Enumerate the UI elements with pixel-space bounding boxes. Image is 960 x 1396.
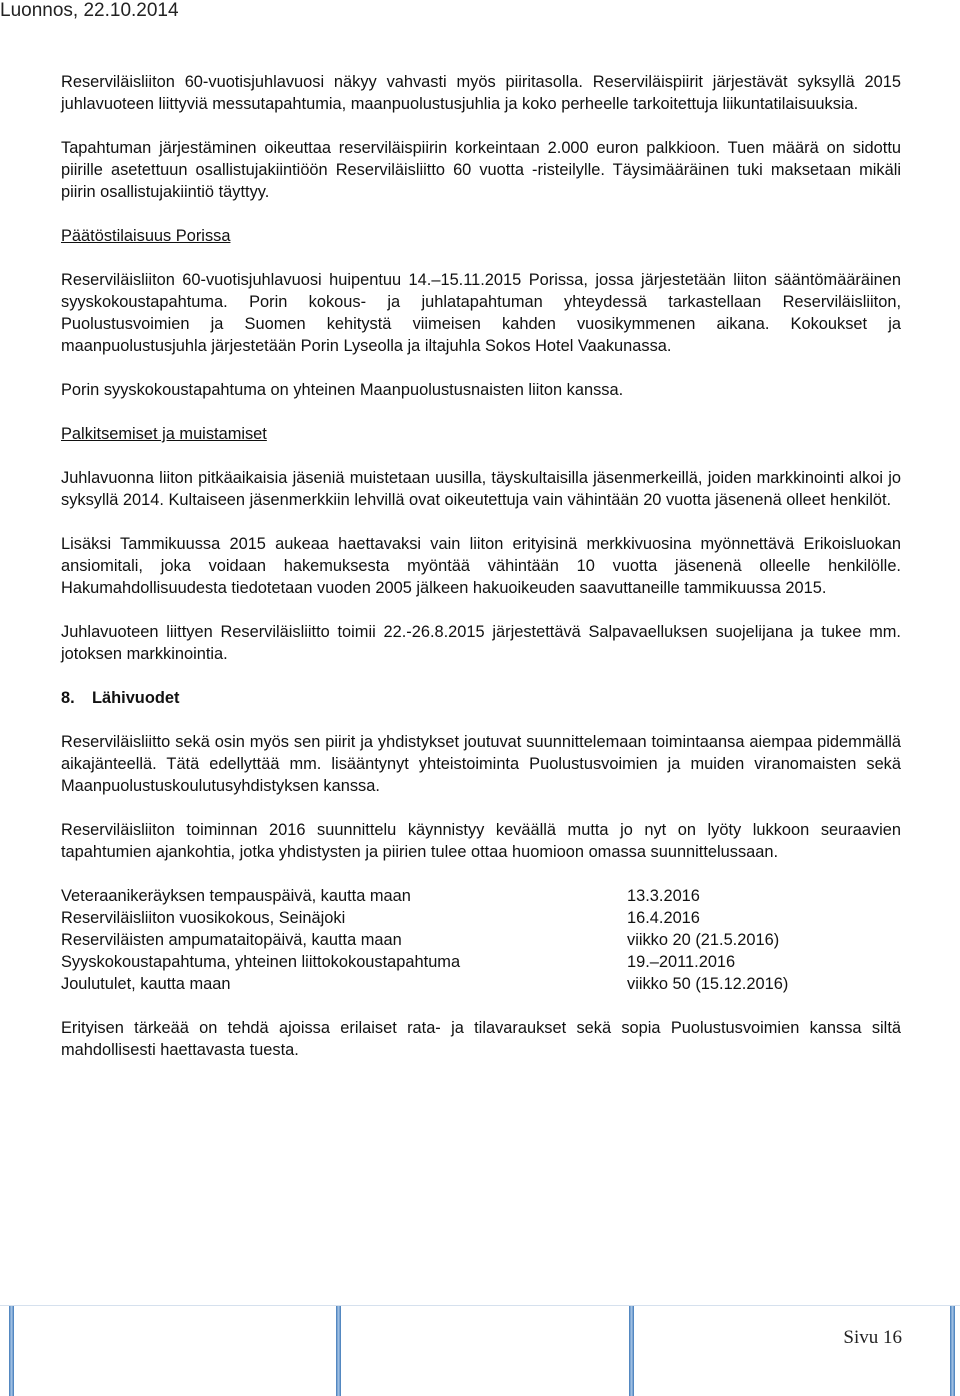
event-date: 19.–2011.2016	[627, 953, 736, 971]
paragraph: Lisäksi Tammikuussa 2015 aukeaa haettavaksi vain liiton erityisinä merkkivuosina myönnettävä Erikoisluokan ansiomitali, joka voidaan hakemuksesta myöntää vähintään 10 vuotta jäsenenä olleelle henkilölle. Hakumahdollisuudesta tiedotetaan vuoden 2005 jälkeen hakuoikeuden saavuttaneille tammikuussa 2015.	[61, 535, 901, 597]
paragraph: Reserviläisliiton 60-vuotisjuhlavuosi näkyy vahvasti myös piiritasolla. Reserviläispiirit järjestävät syksyllä 2015 juhlavuoteen liittyviä messutapahtumia, maanpuolustusjuhlia ja koko perheelle tarkoitettuja liikuntatilaisuuksia.	[61, 73, 901, 113]
event-row	[61, 885, 901, 907]
event-name: Veteraanikeräyksen tempauspäivä, kautta maan	[61, 887, 411, 905]
footer-decoration	[0, 1300, 960, 1390]
paragraph: Tapahtuman järjestäminen oikeuttaa reserviläispiirin korkeintaan 2.000 euron palkkioon. Tuen määrä on sidottu piirille asetettuun osallistujakiintiöön Reserviläisliitto 60 vuotta -risteilylle. Täysimääräinen tuki maksetaan mikäli piirin osallistujakiintiö täyttyy.	[61, 139, 901, 201]
event-date: 13.3.2016	[627, 887, 700, 905]
paragraph: Porin syyskokoustapahtuma on yhteinen Maanpuolustusnaisten liiton kanssa.	[61, 381, 624, 399]
footer-post	[336, 1306, 341, 1396]
subheading-palkitsemiset: Palkitsemiset ja muistamiset	[61, 425, 267, 443]
document-body	[61, 71, 901, 1061]
footer-post	[950, 1306, 955, 1396]
events-list	[61, 885, 901, 995]
subheading-pori: Päätöstilaisuus Porissa	[61, 227, 231, 245]
section-heading-8	[61, 687, 901, 709]
paragraph: Juhlavuonna liiton pitkäaikaisia jäseniä muistetaan uusilla, täyskultaisilla jäsenmerkeillä, joiden markkinointi alkoi jo syksyllä 2014. Kultaiseen jäsenmerkkiin lehvillä ovat oikeutettuja vain vähintään 20 vuotta jäsenenä olleet henkilöt.	[61, 469, 901, 509]
footer-post	[629, 1306, 634, 1396]
paragraph: Erityisen tärkeää on tehdä ajoissa erilaiset rata- ja tilavaraukset sekä sopia Puolustusvoimien kanssa siltä mahdollisesti haettavasta tuesta.	[61, 1019, 901, 1059]
event-row	[61, 973, 901, 995]
event-date: viikko 20 (21.5.2016)	[627, 931, 780, 949]
paragraph: Reserviläisliiton toiminnan 2016 suunnittelu käynnistyy keväällä mutta jo nyt on lyöty lukkoon seuraavien tapahtumien ajankohtia, jotka yhdistysten ja piirien tulee ottaa huomioon omassa suunnittelussaan.	[61, 821, 901, 861]
paragraph: Reserviläisliitto sekä osin myös sen piirit ja yhdistykset joutuvat suunnittelemaan toimintaansa aiempaa pidemmällä aikajänteellä. Tätä edellyttää mm. lisääntynyt yhteistoiminta Puolustusvoimien ja muiden viranomaisten sekä Maanpuolustuskoulutusyhdistyksen kanssa.	[61, 733, 901, 795]
footer-rule	[0, 1305, 960, 1306]
event-name: Reserviläisten ampumataitopäivä, kautta maan	[61, 931, 402, 949]
section-title: Lähivuodet	[92, 689, 180, 707]
event-row	[61, 929, 901, 951]
page-number: Sivu 16	[843, 1327, 902, 1348]
document-header-date: Luonnos, 22.10.2014	[0, 0, 179, 21]
event-name: Joulutulet, kautta maan	[61, 975, 231, 993]
event-date: viikko 50 (15.12.2016)	[627, 975, 789, 993]
event-row	[61, 907, 901, 929]
event-date: 16.4.2016	[627, 909, 700, 927]
footer-post	[9, 1306, 14, 1396]
event-name: Reserviläisliiton vuosikokous, Seinäjoki	[61, 909, 346, 927]
section-number: 8.	[61, 689, 75, 707]
event-row	[61, 951, 901, 973]
paragraph: Juhlavuoteen liittyen Reserviläisliitto toimii 22.-26.8.2015 järjestettävä Salpavaelluksen suojelijana ja tukee mm. jotoksen markkinointia.	[61, 623, 901, 663]
event-name: Syyskokoustapahtuma, yhteinen liittokokoustapahtuma	[61, 953, 461, 971]
paragraph: Reserviläisliiton 60-vuotisjuhlavuosi huipentuu 14.–15.11.2015 Porissa, jossa järjestetään liiton sääntömääräinen syyskokoustapahtuma. Porin kokous- ja juhlatapahtuman yhteydessä tarkastellaan Reserviläisliiton, Puolustusvoimien ja Suomen kehitystä viimeisen kahden vuosikymmenen aikana. Kokoukset ja maanpuolustusjuhla järjestetään Porin Lyseolla ja iltajuhla Sokos Hotel Vaakunassa.	[61, 271, 901, 355]
